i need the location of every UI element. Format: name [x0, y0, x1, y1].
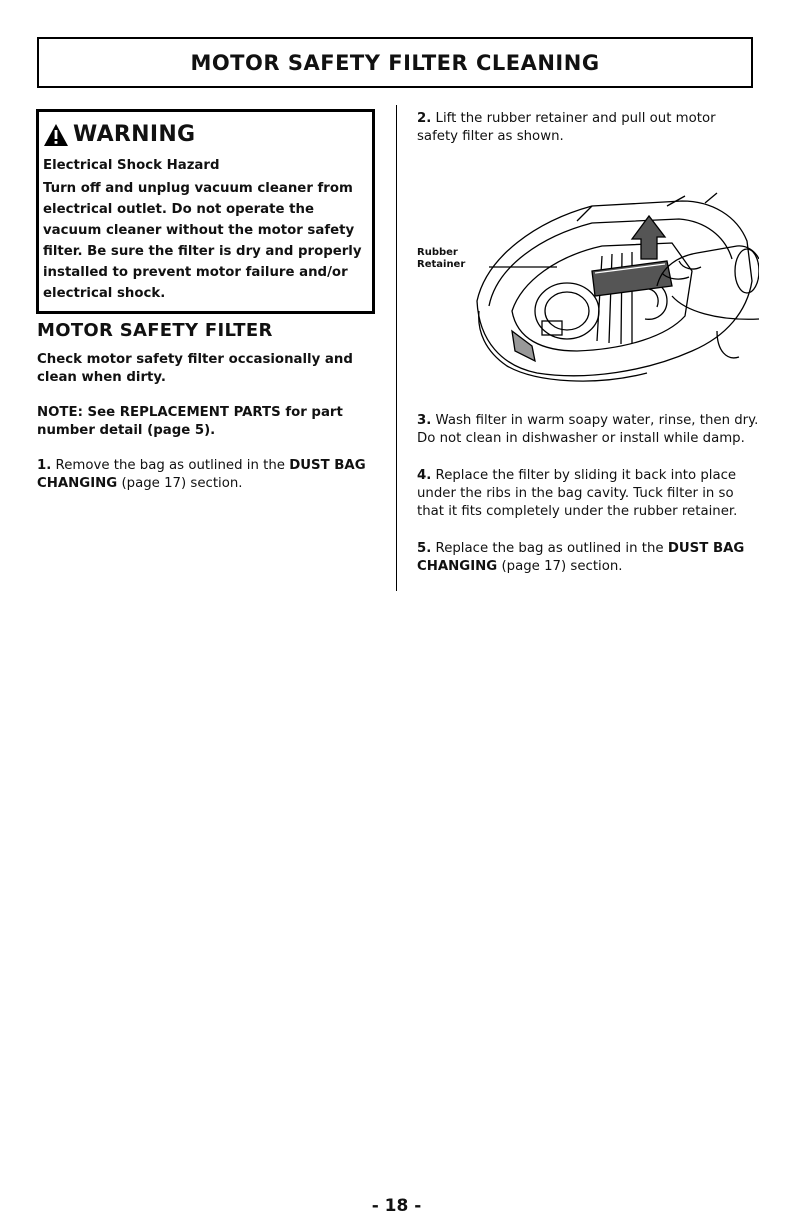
warning-header: [43, 122, 369, 147]
callout-line-1: Rubber: [417, 247, 458, 258]
step-1-text-end: (page 17) section.: [117, 476, 243, 491]
step-3: [417, 412, 759, 448]
left-column: [37, 320, 375, 510]
step-1: [37, 457, 375, 493]
warning-subtitle: Electrical Shock Hazard: [43, 158, 220, 173]
step-2-number: 2.: [417, 111, 432, 126]
warning-text: Turn off and unplug vacuum cleaner from electrical outlet. Do not operate the vacuum cleaner without the motor safety filter. Be sure the filter is dry and properly installed to prevent motor failure and/or electrical shock.: [43, 181, 362, 301]
step-3-number: 3.: [417, 413, 432, 428]
step-4: [417, 467, 759, 521]
callout-line-2: Retainer: [417, 259, 466, 270]
column-divider: [396, 105, 397, 591]
note-paragraph: NOTE: See REPLACEMENT PARTS for part number detail (page 5).: [37, 405, 343, 438]
page-title-box: [37, 37, 753, 88]
warning-triangle-icon: [43, 123, 69, 147]
step-4-text: Replace the filter by sliding it back into place under the ribs in the bag cavity. Tuck filter in so that it fits completely under the rubber retainer.: [417, 468, 738, 519]
step-5-number: 5.: [417, 541, 432, 556]
warning-box: [36, 109, 375, 314]
section-title: MOTOR SAFETY FILTER: [37, 320, 273, 341]
step-5-text: Replace the bag as outlined in the: [435, 541, 668, 556]
warning-title: WARNING: [73, 122, 196, 147]
step-5-reference: DUST BAG CHANGING: [417, 541, 745, 574]
step-2-text: Lift the rubber retainer and pull out motor safety filter as shown.: [417, 111, 716, 144]
right-column: [417, 110, 759, 595]
step-1-reference: DUST BAG CHANGING: [37, 458, 366, 491]
step-2: [417, 110, 759, 146]
step-4-number: 4.: [417, 468, 432, 483]
step-5: [417, 540, 759, 576]
page-number: - 18 -: [371, 1196, 422, 1216]
filter-illustration: [417, 161, 759, 396]
rubber-retainer-callout: [417, 247, 465, 271]
step-3-text: Wash filter in warm soapy water, rinse, then dry. Do not clean in dishwasher or install while damp.: [417, 413, 759, 446]
step-1-number: 1.: [37, 458, 52, 473]
intro-paragraph: Check motor safety filter occasionally and clean when dirty.: [37, 352, 353, 385]
step-5-text-end: (page 17) section.: [497, 559, 623, 574]
vacuum-filter-illustration: [417, 161, 759, 396]
step-1-text: Remove the bag as outlined in the: [55, 458, 290, 473]
page-title: MOTOR SAFETY FILTER CLEANING: [190, 50, 600, 75]
